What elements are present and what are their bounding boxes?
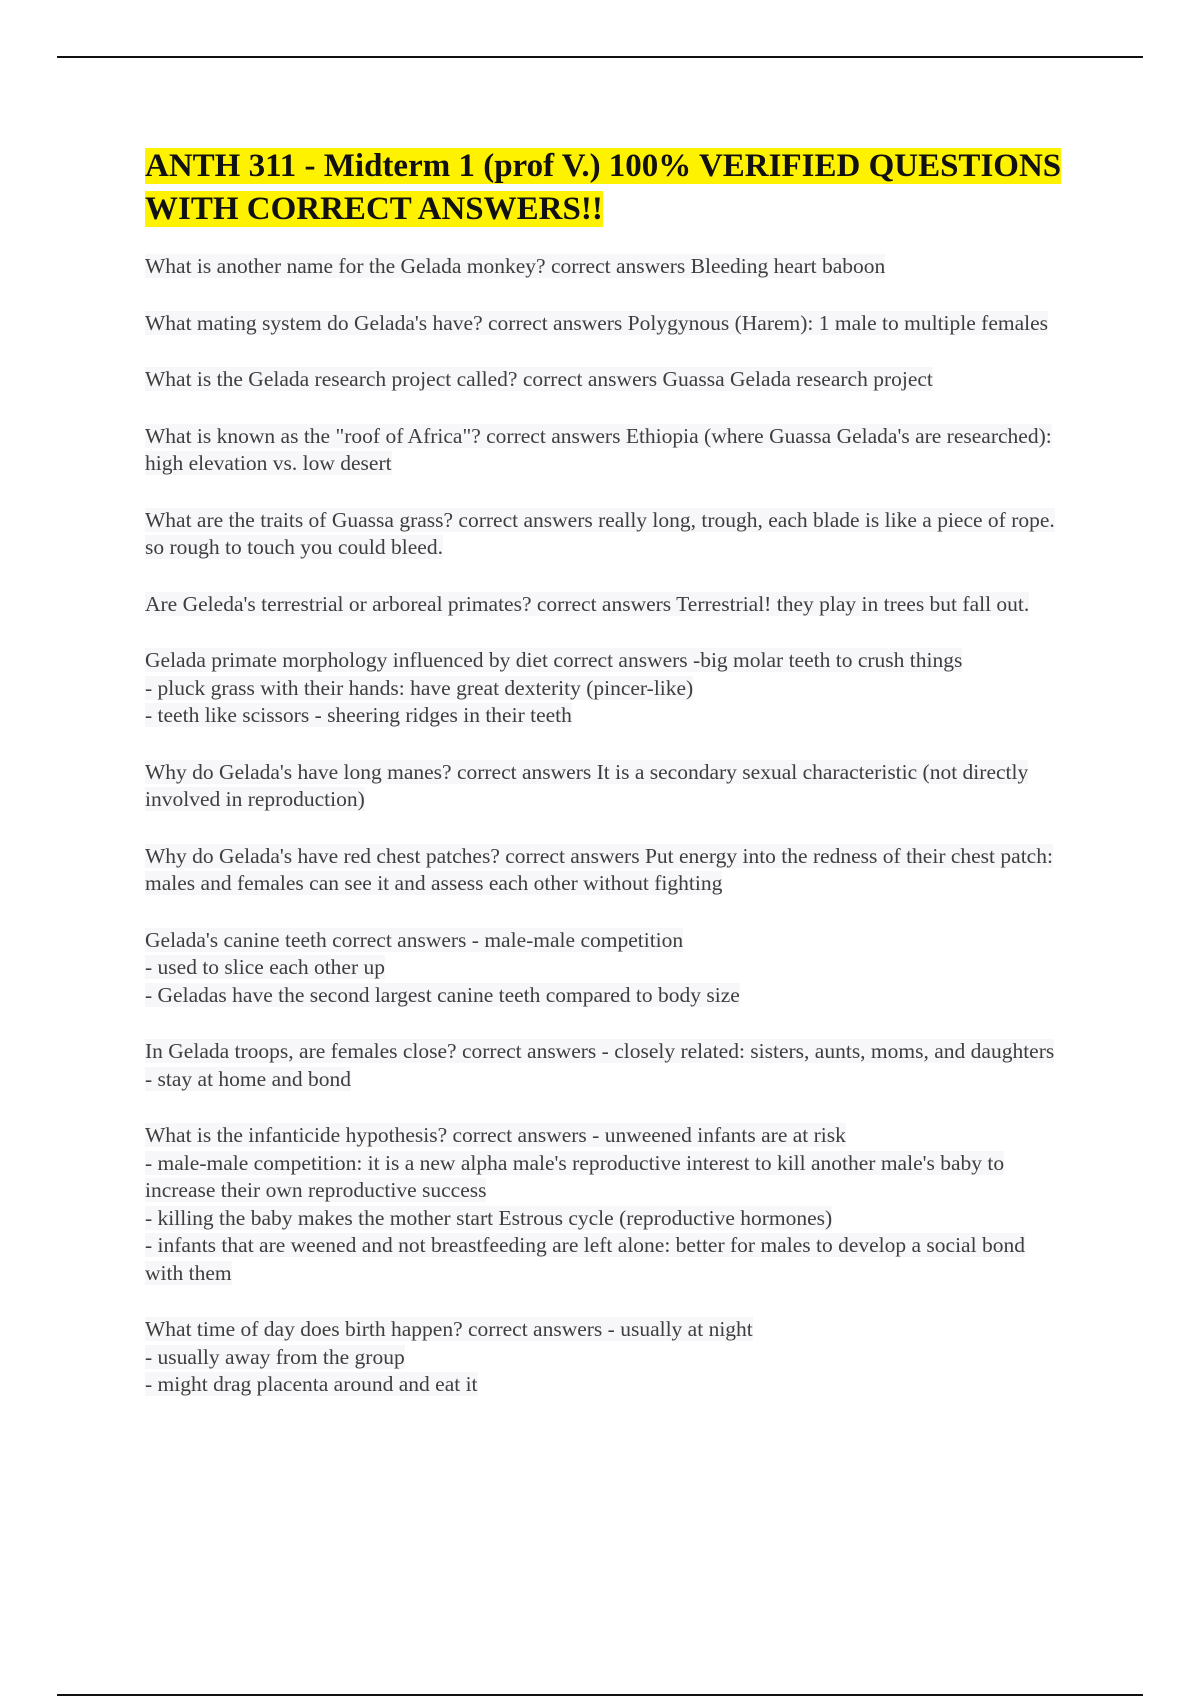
bottom-divider — [57, 1694, 1143, 1696]
qa-entry — [145, 1038, 1065, 1093]
qa-entry — [145, 759, 1065, 814]
qa-line — [145, 366, 1065, 394]
qa-line-text: - infants that are weened and not breastfeeding are left alone: better for males to develop a social bond with them — [145, 1233, 1025, 1285]
qa-entry — [145, 843, 1065, 898]
document-title-text: ANTH 311 - Midterm 1 (prof V.) 100% VERIFIED QUESTIONS WITH CORRECT ANSWERS!! — [145, 148, 1062, 227]
qa-line — [145, 1316, 1065, 1344]
qa-line — [145, 675, 1065, 703]
qa-entry — [145, 366, 1065, 394]
qa-line — [145, 310, 1065, 338]
qa-line — [145, 253, 1065, 281]
qa-line-text: What is another name for the Gelada monkey? correct answers Bleeding heart baboon — [145, 254, 886, 278]
qa-line-text: - teeth like scissors - sheering ridges in their teeth — [145, 703, 572, 727]
qa-line-text: - stay at home and bond — [145, 1066, 351, 1091]
qa-line-text: What are the traits of Guassa grass? correct answers really long, trough, each blade is like a piece of rope. so rough to touch you could bleed. — [145, 507, 1055, 559]
qa-line — [145, 759, 1065, 814]
qa-line — [145, 927, 1065, 955]
qa-line — [145, 1122, 1065, 1150]
qa-line-text: In Gelada troops, are females close? correct answers - closely related: sisters, aunts, moms, and daughters — [145, 1039, 1055, 1063]
qa-line-text: What is the infanticide hypothesis? correct answers - unweened infants are at risk — [145, 1123, 846, 1147]
qa-line — [145, 647, 1065, 675]
qa-list — [145, 253, 1065, 1399]
qa-entry — [145, 927, 1065, 1010]
qa-line — [145, 954, 1065, 982]
qa-line-text: - might drag placenta around and eat it — [145, 1372, 478, 1396]
qa-entry — [145, 647, 1065, 730]
qa-line-text: - used to slice each other up — [145, 955, 385, 979]
qa-line — [145, 1344, 1065, 1372]
qa-entry — [145, 1316, 1065, 1399]
qa-line-text: What time of day does birth happen? correct answers - usually at night — [145, 1317, 753, 1341]
qa-line-text: - Geladas have the second largest canine teeth compared to body size — [145, 982, 740, 1007]
qa-line-text: Gelada's canine teeth correct answers - male-male competition — [145, 927, 684, 952]
document-body — [145, 145, 1065, 1428]
qa-line-text: What is the Gelada research project called? correct answers Guassa Gelada research project — [145, 367, 933, 391]
qa-line — [145, 1150, 1065, 1205]
qa-line — [145, 423, 1065, 478]
document-title — [145, 145, 1065, 231]
qa-line-text: - pluck grass with their hands: have great dexterity (pincer-like) — [145, 675, 694, 700]
qa-line — [145, 843, 1065, 898]
qa-line-text: Gelada primate morphology influenced by diet correct answers -big molar teeth to crush things — [145, 648, 963, 672]
qa-line-text: - killing the baby makes the mother start Estrous cycle (reproductive hormones) — [145, 1205, 833, 1230]
qa-entry — [145, 253, 1065, 281]
qa-line — [145, 1371, 1065, 1399]
qa-line — [145, 507, 1065, 562]
qa-line-text: Why do Gelada's have long manes? correct answers It is a secondary sexual characteristic (not directly involved in reproduction) — [145, 759, 1029, 811]
qa-line — [145, 591, 1065, 619]
qa-line-text: What mating system do Gelada's have? correct answers Polygynous (Harem): 1 male to multiple females — [145, 310, 1049, 335]
qa-entry — [145, 423, 1065, 478]
top-divider — [57, 56, 1143, 58]
qa-entry — [145, 507, 1065, 562]
qa-line-text: - male-male competition: it is a new alpha male's reproductive interest to kill another male's baby to increase their own reproductive success — [145, 1150, 1005, 1202]
qa-line-text: Why do Gelada's have red chest patches? correct answers Put energy into the redness of their chest patch: males and females can see it and assess each other without fighting — [145, 843, 1053, 895]
qa-line — [145, 1232, 1065, 1287]
qa-entry — [145, 591, 1065, 619]
qa-line — [145, 702, 1065, 730]
qa-line-text: - usually away from the group — [145, 1344, 405, 1369]
qa-line — [145, 982, 1065, 1010]
qa-entry — [145, 1122, 1065, 1287]
qa-line — [145, 1066, 1065, 1094]
qa-line — [145, 1205, 1065, 1233]
qa-line-text: What is known as the "roof of Africa"? correct answers Ethiopia (where Guassa Gelada's are researched): high elevation vs. low desert — [145, 423, 1052, 475]
qa-line — [145, 1038, 1065, 1066]
qa-entry — [145, 310, 1065, 338]
qa-line-text: Are Geleda's terrestrial or arboreal primates? correct answers Terrestrial! they play in trees but fall out. — [145, 591, 1030, 616]
